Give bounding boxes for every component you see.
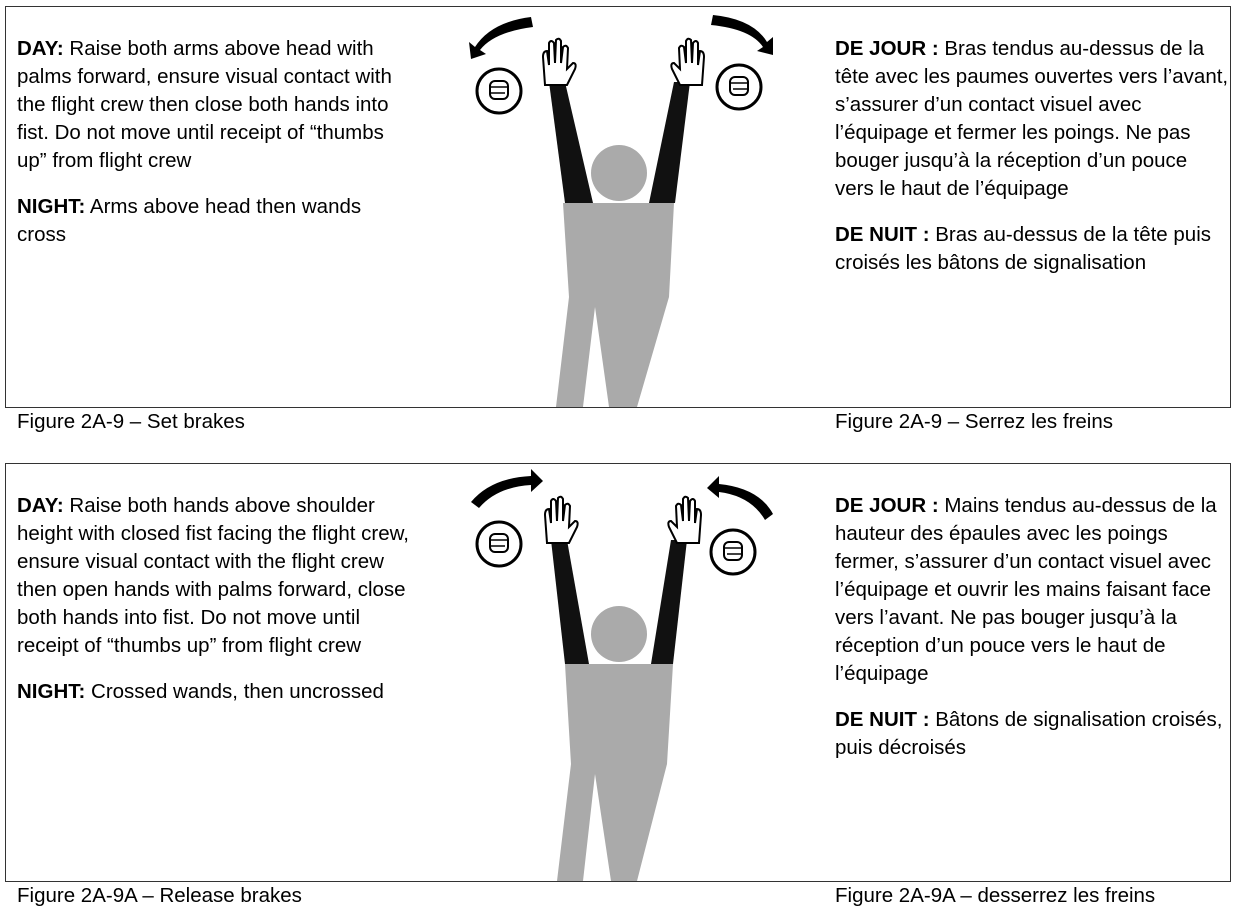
fr-night-text: Bras au-dessus de la tête puis croisés les bâtons de signalisation [835, 223, 1211, 274]
marshaller-head [591, 145, 647, 201]
fr-day-text: Mains tendus au-dessus de la hauteur des épaules avec les poings fermer, s’assurer d’un contact visuel avec l’équipage et ouvrir les mains faisant face vers l’avant. Ne pas bouger jusqu’à la réception d’un pouce vers le haut de l’équipage [835, 494, 1217, 685]
left-open-hand-icon [545, 497, 578, 543]
figure-panel-set-brakes [5, 6, 1231, 408]
fr-night-text: Bâtons de signalisation croisés, puis décroisés [835, 708, 1223, 759]
night-label: NIGHT: [17, 680, 86, 703]
fr-night-label: DE NUIT : [835, 223, 930, 246]
left-arm-sleeve [551, 540, 589, 664]
english-text-column [17, 492, 412, 724]
right-open-hand-icon [668, 497, 701, 543]
left-fist-icon [477, 69, 521, 113]
right-arm-sleeve [651, 540, 687, 664]
left-curved-arrow-icon [471, 469, 543, 508]
fr-night-instruction [835, 706, 1230, 762]
french-text-column [835, 35, 1230, 295]
fr-night-instruction [835, 221, 1230, 277]
day-label: DAY: [17, 37, 64, 60]
fr-day-label: DE JOUR : [835, 37, 939, 60]
right-fist-icon [711, 530, 755, 574]
left-curved-arrow-icon [469, 17, 533, 59]
right-open-hand-icon [671, 39, 704, 85]
caption-english: Figure 2A-9 – Set brakes [17, 410, 245, 433]
night-instruction [17, 678, 412, 706]
right-arm-sleeve [649, 82, 690, 203]
night-label: NIGHT: [17, 195, 86, 218]
marshaller-torso [556, 203, 674, 407]
marshaller-figure-svg [461, 464, 791, 881]
night-text: Arms above head then wands cross [17, 195, 362, 246]
fr-day-instruction [835, 35, 1230, 203]
marshaller-illustration [461, 464, 791, 881]
fr-day-label: DE JOUR : [835, 494, 939, 517]
caption-french: Figure 2A-9A – desserrez les freins [835, 884, 1156, 907]
left-arm-sleeve [549, 82, 593, 203]
fr-day-text: Bras tendus au-dessus de la tête avec les paumes ouvertes vers l’avant, s’assurer d’un contact visuel avec l’équipage et fermer les poings. Ne pas bouger jusqu’à la réception d’un pouce vers le haut de l’équipage [835, 37, 1229, 200]
figure-panel-release-brakes [5, 463, 1231, 882]
left-open-hand-icon [543, 39, 576, 85]
marshaller-torso [557, 664, 673, 881]
caption-french: Figure 2A-9 – Serrez les freins [835, 410, 1114, 433]
day-instruction [17, 492, 412, 660]
french-text-column [835, 492, 1230, 780]
fr-day-instruction [835, 492, 1230, 688]
marshaller-figure-svg [461, 7, 791, 407]
right-curved-arrow-icon [711, 15, 773, 55]
right-fist-icon [717, 65, 761, 109]
day-text: Raise both arms above head with palms forward, ensure visual contact with the flight crew then close both hands into fist. Do not move until receipt of “thumbs up” from flight crew [17, 37, 392, 172]
caption-english: Figure 2A-9A – Release brakes [17, 884, 302, 907]
day-instruction [17, 35, 412, 175]
fr-night-label: DE NUIT : [835, 708, 930, 731]
night-text: Crossed wands, then uncrossed [85, 680, 384, 703]
marshaller-illustration [461, 7, 791, 407]
night-instruction [17, 193, 412, 249]
left-fist-icon [477, 522, 521, 566]
day-label: DAY: [17, 494, 64, 517]
english-text-column [17, 35, 412, 267]
marshaller-head [591, 606, 647, 662]
day-text: Raise both hands above shoulder height with closed fist facing the flight crew, ensure visual contact with the flight crew then open hands with palms forward, close both hands into fist. Do not move until receipt of “thumbs up” from flight crew [17, 494, 409, 657]
right-curved-arrow-icon [707, 476, 773, 520]
